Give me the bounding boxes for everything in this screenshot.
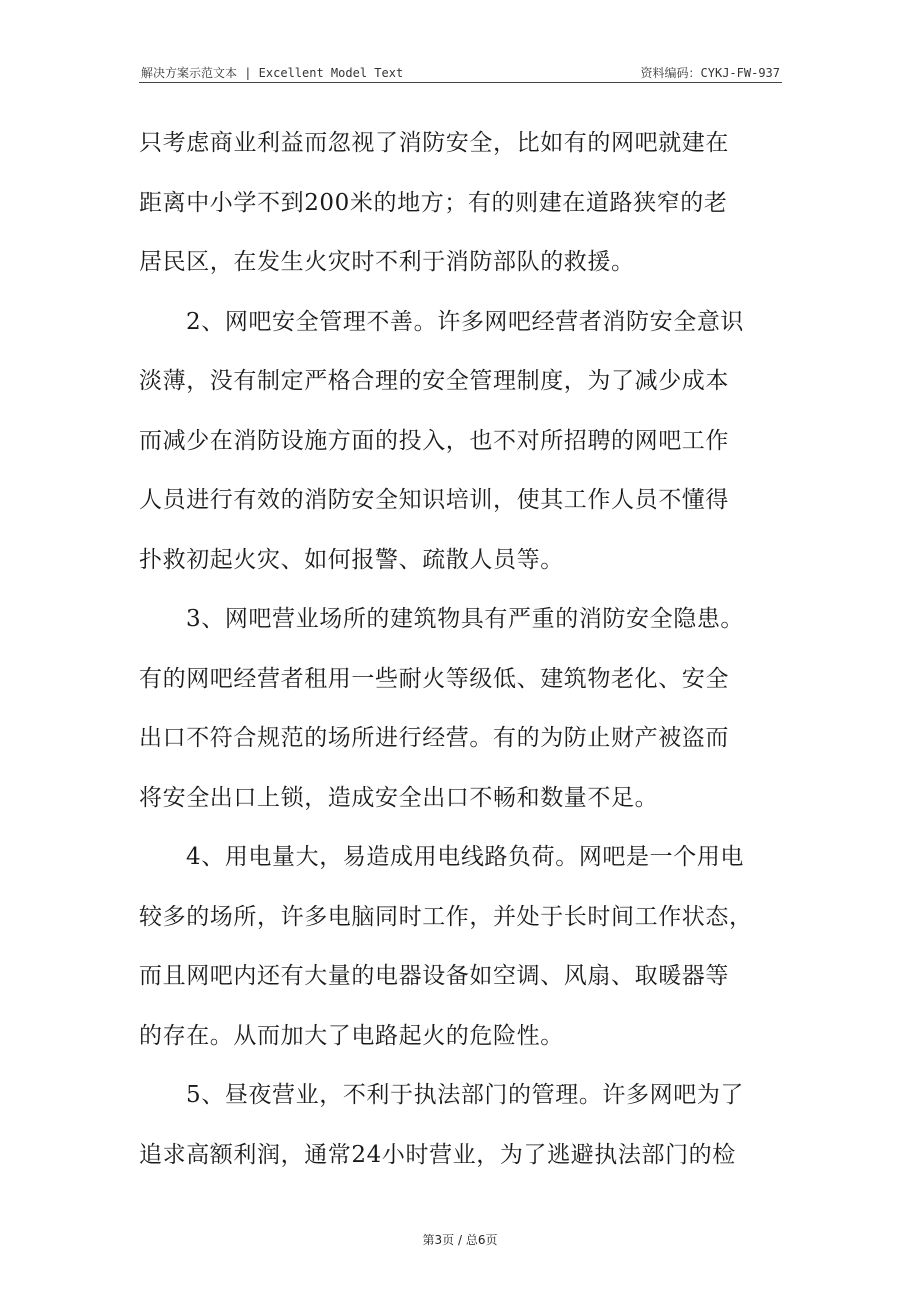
paragraph-start-line: 4、用电量大，易造成用电线路负荷。网吧是一个用电 (186, 844, 745, 870)
header-title: 解决方案示范文本 | Excellent Model Text (141, 66, 404, 80)
text-line: 扑救初起火灾、如何报警、疏散人员等。 (139, 546, 564, 573)
paragraph-start-line: 3、网吧营业场所的建筑物具有严重的消防安全隐患。 (186, 606, 745, 632)
document-body (139, 114, 775, 1185)
text-line: 人员进行有效的消防安全知识培训，使其工作人员不懂得 (139, 487, 729, 513)
paragraph-start-line: 5、昼夜营业，不利于执法部门的管理。许多网吧为了 (186, 1082, 745, 1108)
text-line: 有的网吧经营者租用一些耐火等级低、建筑物老化、安全 (139, 665, 729, 692)
text-line: 将安全出口上锁，造成安全出口不畅和数量不足。 (139, 784, 659, 811)
page-footer (0, 1231, 920, 1248)
text-line: 出口不符合规范的场所进行经营。有的为防止财产被盗而 (139, 725, 729, 751)
text-line: 的存在。从而加大了电路起火的危险性。 (139, 1022, 564, 1049)
text-line: 追求高额利润，通常24小时营业，为了逃避执法部门的检 (139, 1141, 736, 1168)
page-header (139, 60, 782, 83)
text-line: 距离中小学不到200米的地方；有的则建在道路狭窄的老 (139, 189, 728, 216)
text-line: 淡薄，没有制定严格合理的安全管理制度，为了减少成本 (139, 368, 729, 394)
paragraph-start-line: 2、网吧安全管理不善。许多网吧经营者消防安全意识 (186, 308, 745, 335)
text-line: 而且网吧内还有大量的电器设备如空调、风扇、取暖器等 (139, 963, 729, 989)
text-line: 较多的场所，许多电脑同时工作，并处于长时间工作状态， (139, 903, 753, 930)
header-doc-code: 资料编码：CYKJ-FW-937 (640, 66, 780, 80)
text-line: 居民区，在发生火灾时不利于消防部队的救援。 (139, 249, 635, 275)
page-number: 第3页 / 总6页 (422, 1233, 498, 1247)
text-line: 而减少在消防设施方面的投入，也不对所招聘的网吧工作 (139, 427, 729, 454)
text-line: 只考虑商业利益而忽视了消防安全，比如有的网吧就建在 (139, 130, 729, 156)
